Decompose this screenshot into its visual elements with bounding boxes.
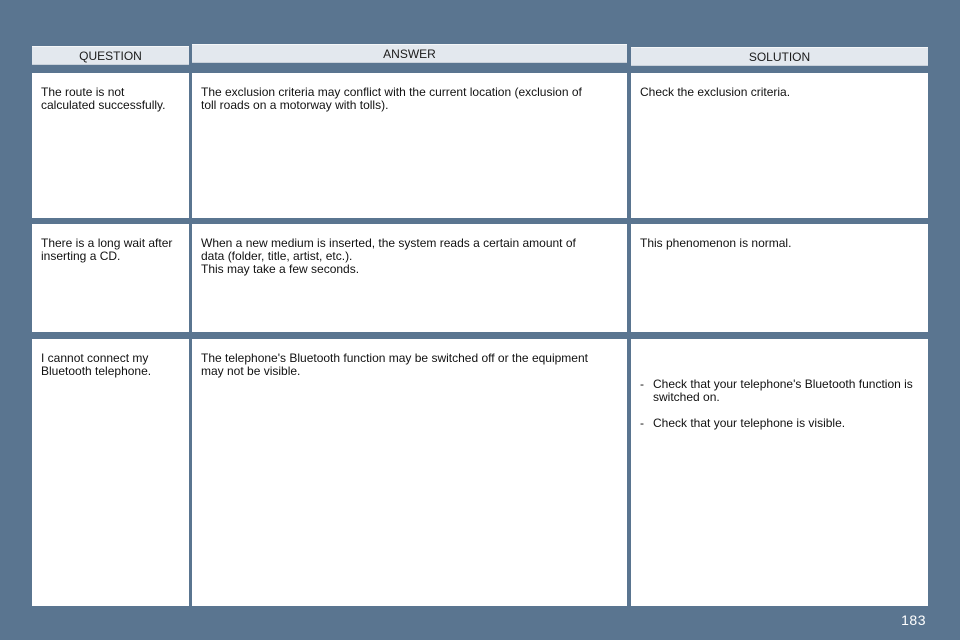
row3-answer: The telephone's Bluetooth function may be switched off or the equipment may not be visible. bbox=[192, 339, 627, 606]
row1-answer: The exclusion criteria may conflict with the current location (exclusion of toll roads on a motorway with tolls). bbox=[192, 73, 627, 218]
header-solution: SOLUTION bbox=[631, 47, 928, 66]
row2-solution: This phenomenon is normal. bbox=[631, 224, 928, 332]
page-number: 183 bbox=[901, 612, 926, 628]
solution-item: - Check that your telephone is visible. bbox=[640, 417, 919, 430]
row3-solution bbox=[631, 339, 928, 606]
header-answer: ANSWER bbox=[192, 44, 627, 63]
solution-list bbox=[640, 365, 919, 443]
solution-item: - Check that your telephone's Bluetooth function is switched on. bbox=[640, 378, 919, 404]
row2-answer: When a new medium is inserted, the system reads a certain amount of data (folder, title, artist, etc.). This may take a few seconds. bbox=[192, 224, 627, 332]
row2-question: There is a long wait after inserting a CD. bbox=[32, 224, 189, 332]
row3-question: I cannot connect my Bluetooth telephone. bbox=[32, 339, 189, 606]
row1-question: The route is not calculated successfully. bbox=[32, 73, 189, 218]
header-question: QUESTION bbox=[32, 46, 189, 65]
row1-solution: Check the exclusion criteria. bbox=[631, 73, 928, 218]
